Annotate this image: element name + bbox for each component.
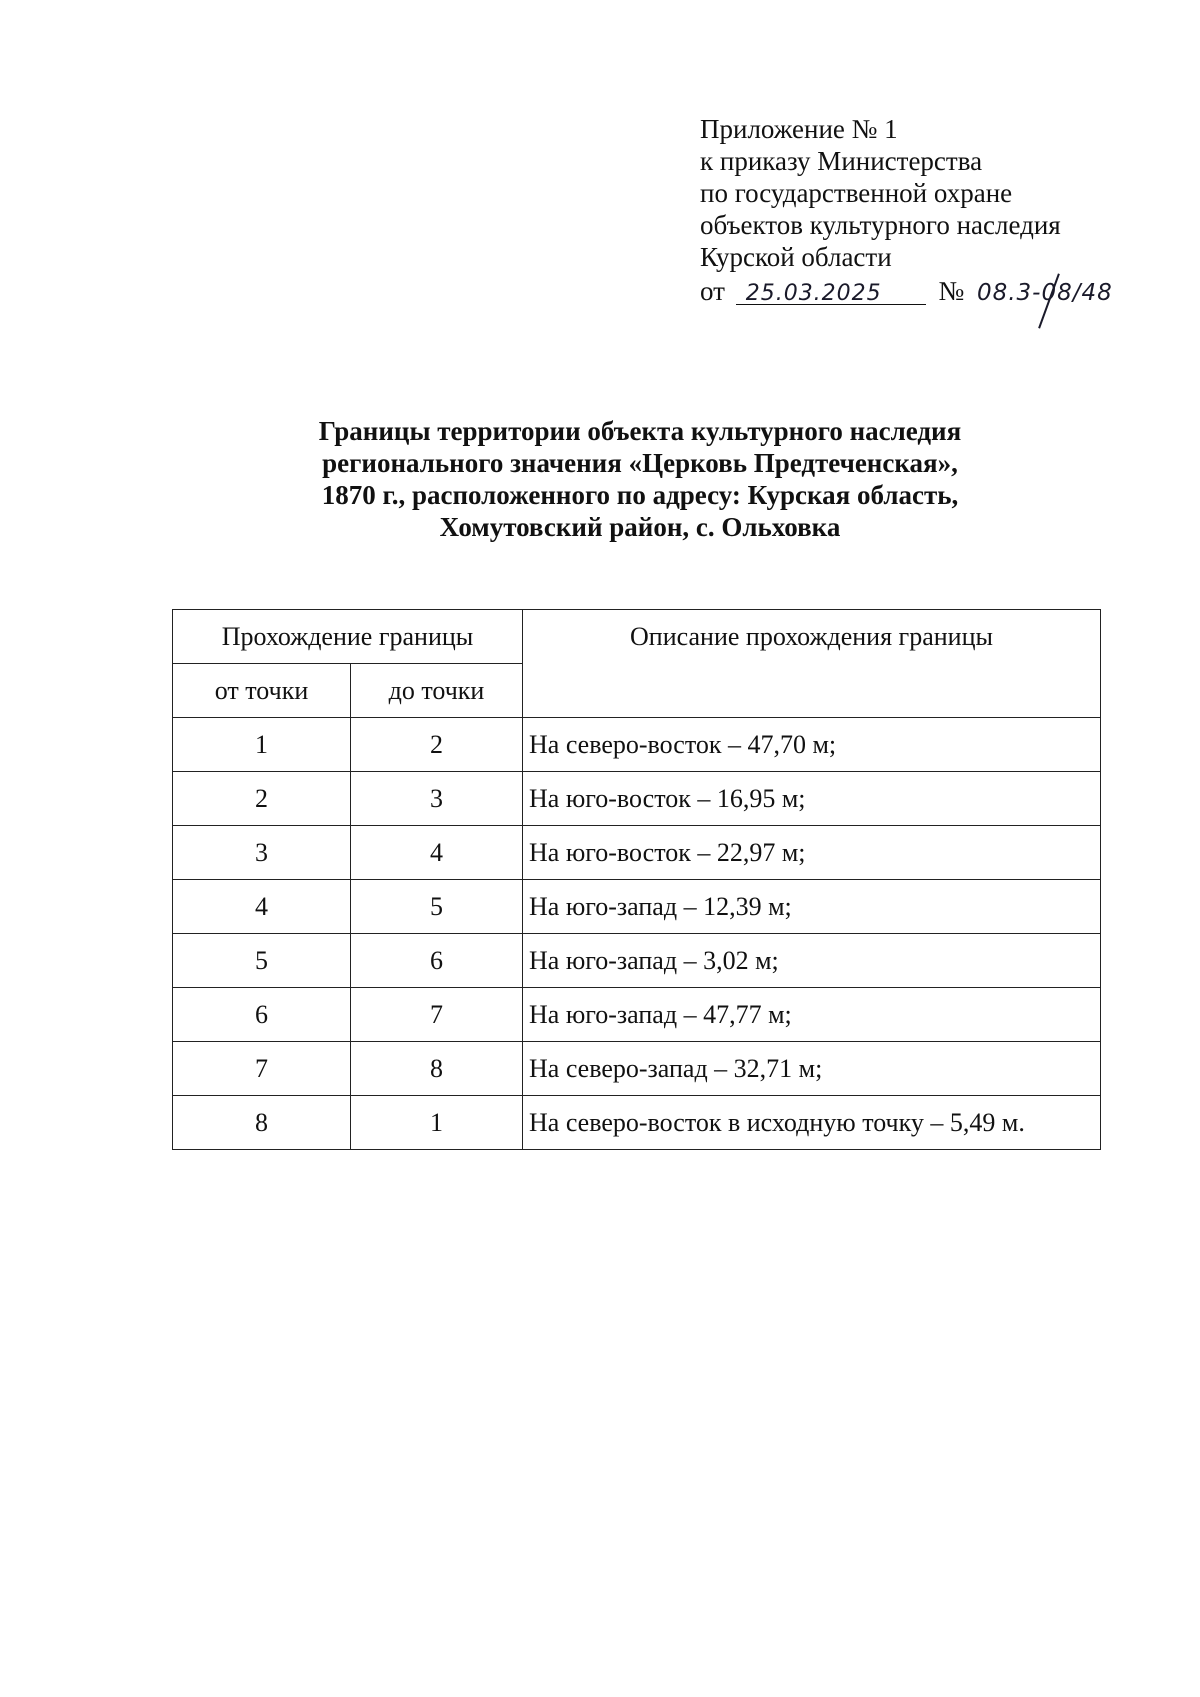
title-line-1: Границы территории объекта культурного наследия [318,416,962,446]
order-number-handwritten: 08.3-08/48 [976,280,1113,306]
header-description: Описание прохождения границы [523,610,1101,718]
table-row [173,718,1101,772]
table-row [173,1042,1101,1096]
to-point-cell: 3 [351,772,523,826]
title-line-3: 1870 г., расположенного по адресу: Курская область, [321,480,959,510]
table-row [173,988,1101,1042]
description-cell: На юго-запад – 3,02 м; [523,934,1101,988]
to-point-cell: 8 [351,1042,523,1096]
document-title [170,415,1110,543]
annex-line-4: объектов культурного наследия [700,210,1061,240]
date-prefix: от [700,276,725,306]
annex-line-2: к приказу Министерства [700,146,983,176]
to-point-cell: 1 [351,1096,523,1150]
header-to-point: до точки [351,664,523,718]
header-from-point: от точки [173,664,351,718]
from-point-cell: 6 [173,988,351,1042]
table-row [173,934,1101,988]
annex-line-5: Курской области [700,242,892,272]
description-cell: На северо-восток в исходную точку – 5,49 м. [523,1096,1101,1150]
description-cell: На северо-восток – 47,70 м; [523,718,1101,772]
table-row [173,880,1101,934]
to-point-cell: 2 [351,718,523,772]
from-point-cell: 4 [173,880,351,934]
boundary-table [172,609,1101,1150]
title-line-4: Хомутовский район, с. Ольховка [439,512,841,542]
header-boundary-passage: Прохождение границы [173,610,523,664]
annex-block [700,113,1113,309]
annex-line-3: по государственной охране [700,178,1013,208]
description-cell: На юго-восток – 22,97 м; [523,826,1101,880]
order-date-handwritten: 25.03.2025 [745,281,882,306]
to-point-cell: 4 [351,826,523,880]
from-point-cell: 2 [173,772,351,826]
to-point-cell: 6 [351,934,523,988]
table-row [173,1096,1101,1150]
table-row [173,826,1101,880]
title-line-2: регионального значения «Церковь Предтеченская», [322,448,958,478]
description-cell: На юго-запад – 47,77 м; [523,988,1101,1042]
description-cell: На юго-восток – 16,95 м; [523,772,1101,826]
description-cell: На юго-запад – 12,39 м; [523,880,1101,934]
to-point-cell: 7 [351,988,523,1042]
number-prefix: № [938,276,965,306]
from-point-cell: 5 [173,934,351,988]
from-point-cell: 7 [173,1042,351,1096]
from-point-cell: 8 [173,1096,351,1150]
table-row [173,772,1101,826]
order-number-field [971,275,1113,309]
annex-line-1: Приложение № 1 [700,114,898,144]
from-point-cell: 1 [173,718,351,772]
to-point-cell: 5 [351,880,523,934]
description-cell: На северо-запад – 32,71 м; [523,1042,1101,1096]
from-point-cell: 3 [173,826,351,880]
order-date-field [736,275,926,305]
